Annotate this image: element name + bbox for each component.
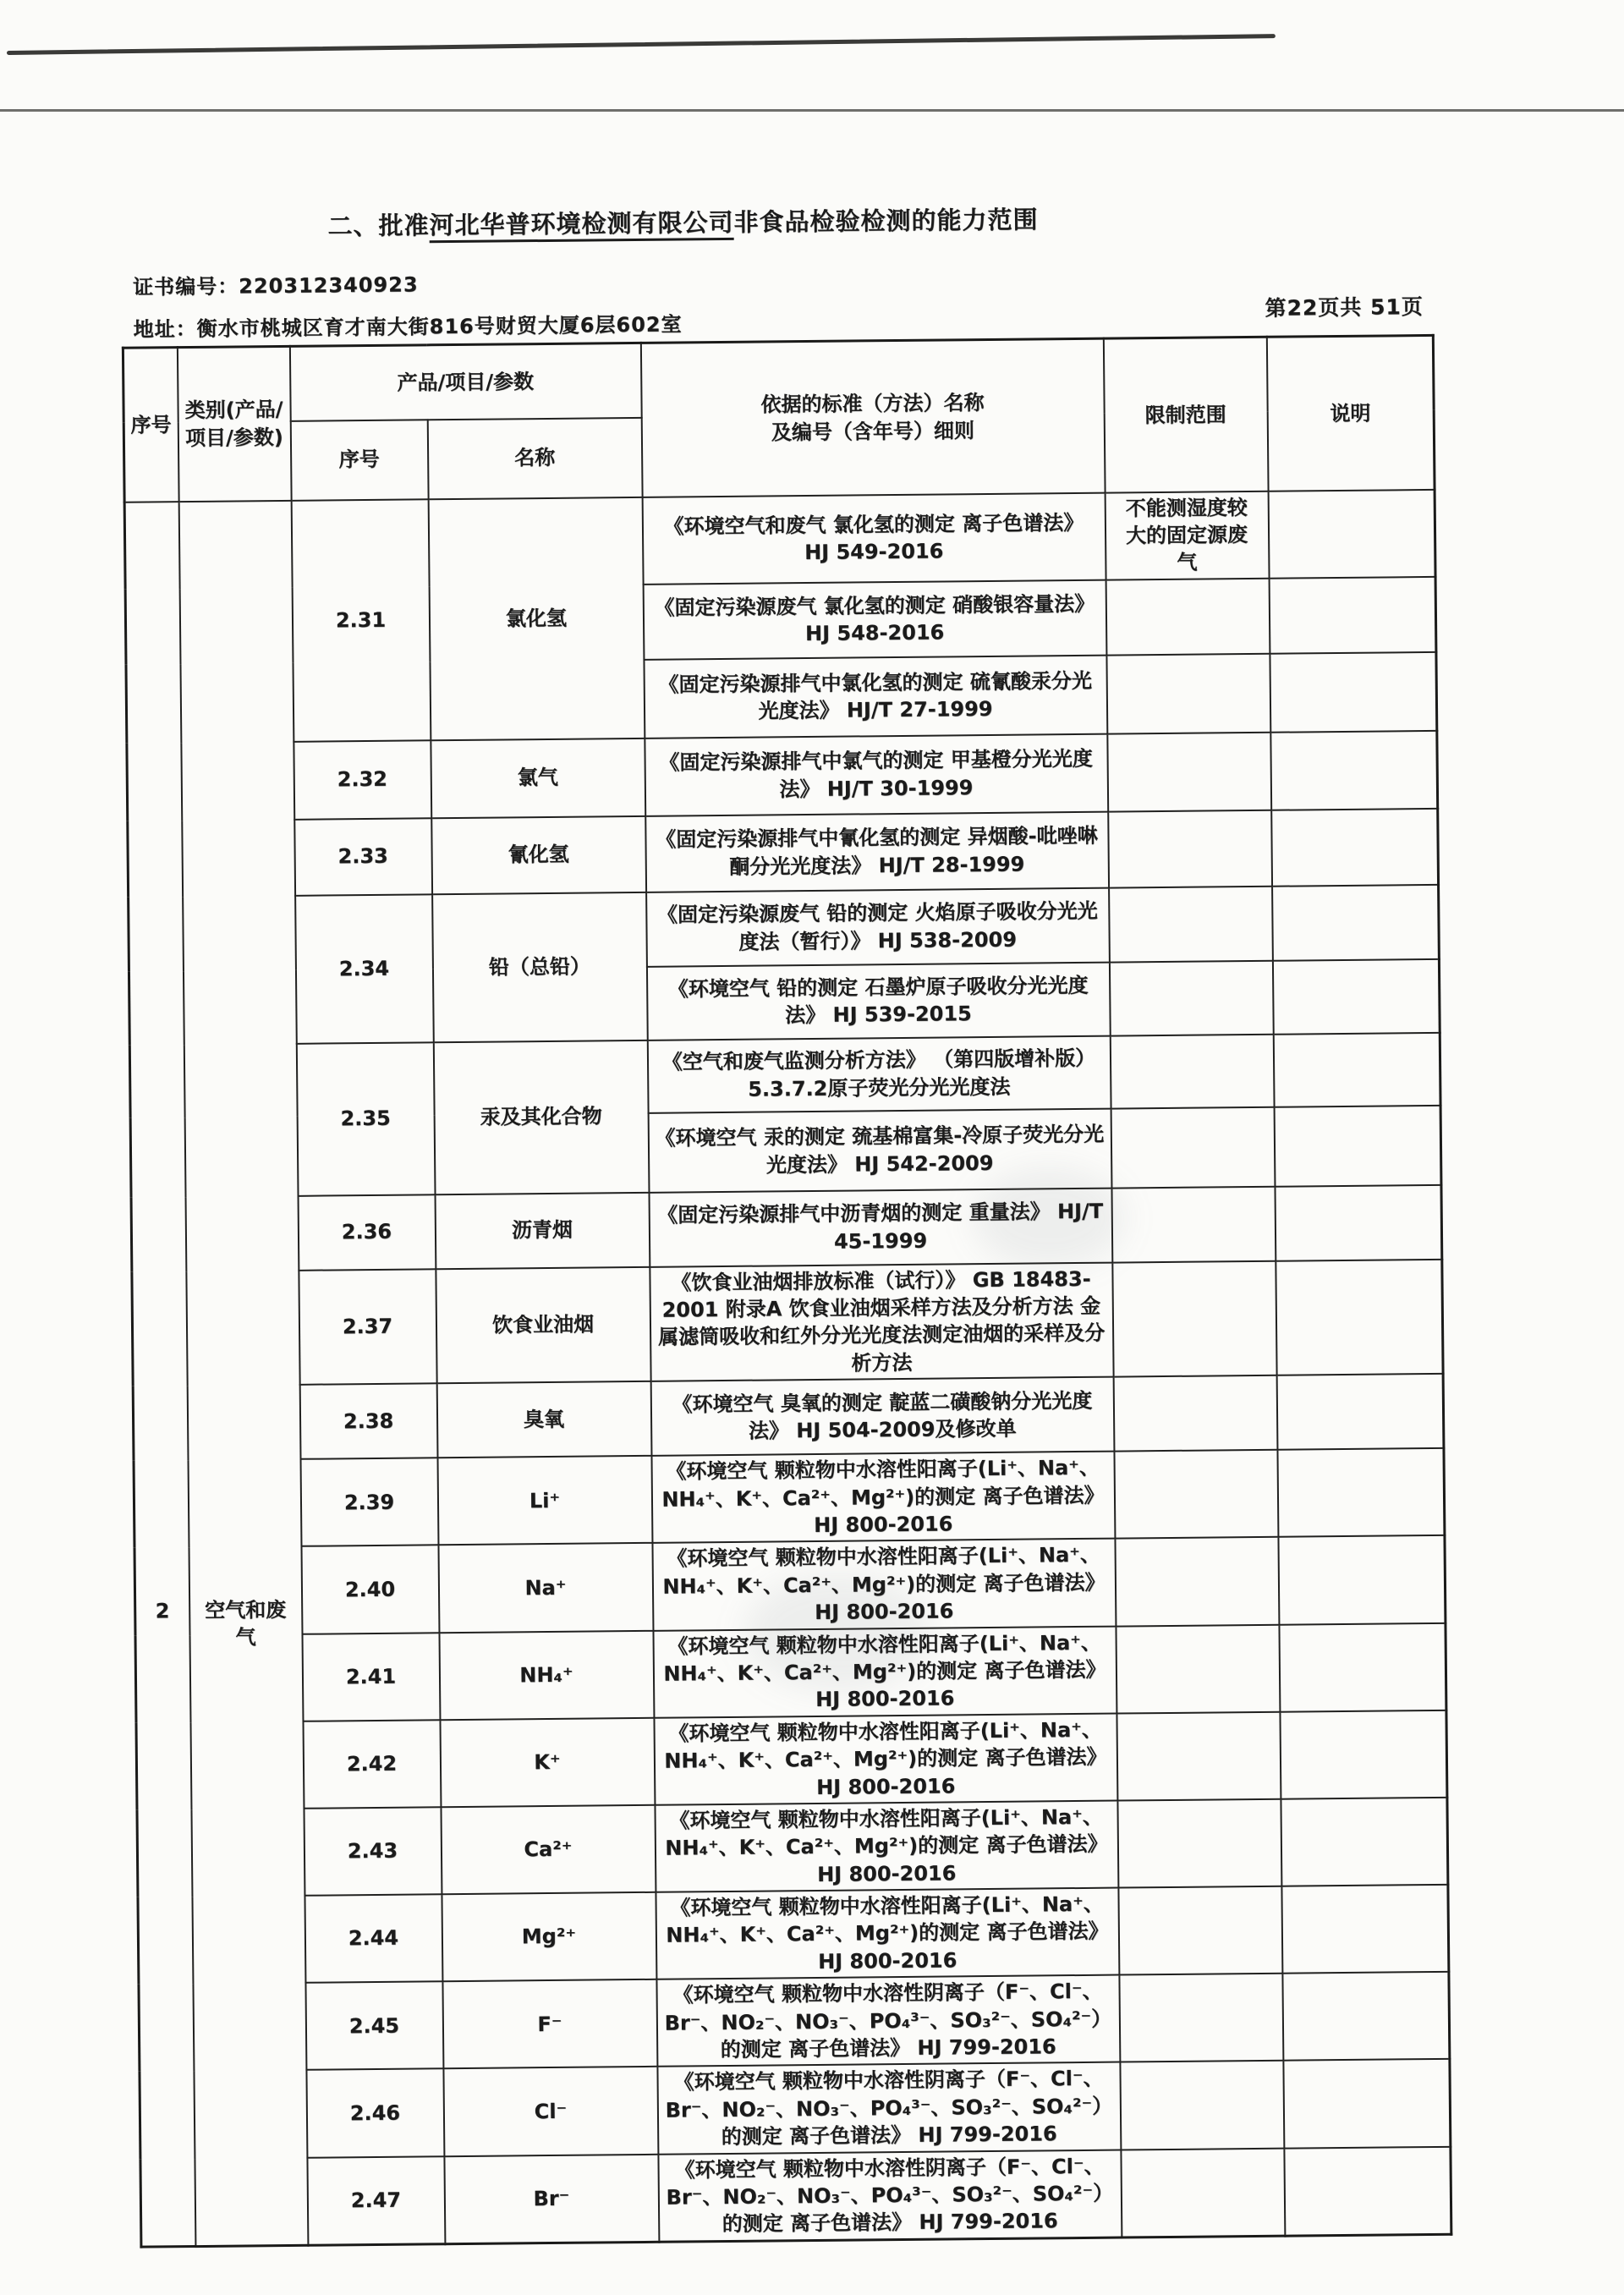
table-row xyxy=(137,1798,1448,1897)
standard-cell: 《环境空气 臭氧的测定 靛蓝二磺酸钠分光光度法》 HJ 504-2009及修改单 xyxy=(650,1377,1114,1456)
item-no-cell: 2.41 xyxy=(302,1633,440,1721)
item-name-cell: 氯气 xyxy=(431,738,645,818)
note-cell xyxy=(1281,1798,1448,1886)
note-cell xyxy=(1274,1106,1441,1187)
standard-cell: 《空气和废气监测分析方法》 （第四版增补版） 5.3.7.2原子荧光分光光度法 xyxy=(647,1035,1111,1112)
item-name-cell: 沥青烟 xyxy=(435,1193,650,1269)
note-cell xyxy=(1281,1885,1449,1974)
col-header-note: 说明 xyxy=(1266,335,1435,491)
item-name-cell: Br⁻ xyxy=(444,2154,659,2243)
limit-cell xyxy=(1119,1974,1283,2062)
standard-cell: 《环境空气 颗粒物中水溶性阴离子（F⁻、Cl⁻、Br⁻、NO₂⁻、NO₃⁻、PO₄³⁻、SO₃²⁻、SO₄²⁻）的测定 离子色谱法》 HJ 799-2016 xyxy=(658,2150,1122,2242)
capability-table xyxy=(122,334,1453,2248)
item-name-cell: NH₄⁺ xyxy=(439,1630,654,1720)
title-prefix: 二、批准 xyxy=(327,211,430,241)
table-row xyxy=(129,1033,1440,1118)
note-cell xyxy=(1271,809,1439,887)
item-name-cell: 氯化氢 xyxy=(428,497,645,740)
standard-cell: 《固定污染源排气中氯气的测定 甲基橙分光光度法》 HJ/T 30-1999 xyxy=(645,733,1108,815)
note-cell xyxy=(1276,1260,1443,1375)
limit-cell xyxy=(1109,960,1273,1035)
limit-cell xyxy=(1110,1034,1274,1108)
item-name-cell: Cl⁻ xyxy=(443,2067,658,2156)
table-row xyxy=(134,1448,1445,1548)
col-header-sub-name: 名称 xyxy=(427,417,642,498)
note-cell xyxy=(1272,959,1440,1035)
col-header-sub-seq: 序号 xyxy=(290,420,428,501)
note-cell xyxy=(1278,1535,1446,1624)
standard-cell: 《环境空气和废气 氯化氢的测定 离子色谱法》 HJ 549-2016 xyxy=(642,492,1106,584)
note-cell xyxy=(1277,1448,1445,1537)
item-name-cell: 臭氧 xyxy=(436,1381,651,1458)
item-name-cell: K⁺ xyxy=(440,1718,655,1808)
limit-cell xyxy=(1121,2148,1285,2237)
table-row xyxy=(133,1374,1444,1461)
item-name-cell: 饮食业油烟 xyxy=(436,1267,650,1384)
item-no-cell: 2.40 xyxy=(301,1546,439,1634)
item-no-cell: 2.37 xyxy=(299,1269,436,1385)
limit-cell xyxy=(1116,1711,1281,1800)
limit-cell xyxy=(1111,1186,1276,1262)
item-no-cell: 2.32 xyxy=(294,740,431,820)
note-cell xyxy=(1269,577,1436,654)
item-no-cell: 2.45 xyxy=(305,1982,443,2071)
note-cell xyxy=(1275,1185,1442,1261)
item-name-cell: 氰化氢 xyxy=(431,816,646,894)
item-name-cell: 汞及其化合物 xyxy=(433,1040,649,1194)
table-row xyxy=(129,885,1440,972)
table-row xyxy=(128,809,1439,898)
page-indicator: 第22页共 51页 xyxy=(1265,294,1424,321)
limit-cell xyxy=(1114,1450,1278,1539)
table-row xyxy=(139,1972,1450,2072)
limit-cell xyxy=(1106,578,1270,655)
table-row xyxy=(127,731,1438,821)
col-header-standard: 依据的标准（方法）名称 及编号（含年号）细则 xyxy=(640,338,1105,497)
standard-cell: 《环境空气 颗粒物中水溶性阳离子(Li⁺、Na⁺、NH₄⁺、K⁺、Ca²⁺、Mg²⁺)的测定 离子色谱法》 HJ 800-2016 xyxy=(655,1800,1118,1891)
table-row xyxy=(138,1885,1449,1985)
item-no-cell: 2.44 xyxy=(304,1894,442,1983)
standard-cell: 《环境空气 颗粒物中水溶性阳离子(Li⁺、Na⁺、NH₄⁺、K⁺、Ca²⁺、Mg²⁺)的测定 离子色谱法》 HJ 800-2016 xyxy=(652,1539,1116,1630)
address-line: 地址：衡水市桃城区育才南大街816号财贸大厦6层602室 xyxy=(133,312,683,342)
table-row xyxy=(131,1185,1442,1272)
standard-cell: 《环境空气 颗粒物中水溶性阳离子(Li⁺、Na⁺、NH₄⁺、K⁺、Ca²⁺、Mg²⁺)的测定 离子色谱法》 HJ 800-2016 xyxy=(651,1452,1115,1543)
note-cell xyxy=(1284,2146,1451,2236)
standard-cell: 《环境空气 颗粒物中水溶性阳离子(Li⁺、Na⁺、NH₄⁺、K⁺、Ca²⁺、Mg²⁺)的测定 离子色谱法》 HJ 800-2016 xyxy=(653,1626,1116,1717)
item-no-cell: 2.46 xyxy=(306,2069,444,2158)
item-name-cell: 铅（总铅） xyxy=(432,892,648,1042)
standard-cell: 《固定污染源排气中氰化氢的测定 异烟酸-吡唑啉酮分光光度法》 HJ/T 28-1999 xyxy=(645,811,1109,892)
table-row xyxy=(136,1710,1447,1810)
item-no-cell: 2.36 xyxy=(298,1194,436,1271)
note-cell xyxy=(1270,652,1437,733)
table-row xyxy=(124,489,1435,589)
col-header-seq: 序号 xyxy=(123,348,178,502)
note-cell xyxy=(1276,1374,1444,1450)
item-name-cell: Na⁺ xyxy=(438,1543,653,1633)
note-cell xyxy=(1272,885,1440,961)
note-cell xyxy=(1268,489,1435,578)
item-no-cell: 2.33 xyxy=(294,818,432,896)
cert-number-line: 证书编号：220312340923 xyxy=(133,272,419,299)
standard-cell: 《环境空气 颗粒物中水溶性阳离子(Li⁺、Na⁺、NH₄⁺、K⁺、Ca²⁺、Mg²⁺)的测定 离子色谱法》 HJ 800-2016 xyxy=(656,1888,1119,1979)
note-cell xyxy=(1270,731,1438,810)
limit-cell xyxy=(1115,1537,1279,1626)
standard-cell: 《环境空气 颗粒物中水溶性阳离子(Li⁺、Na⁺、NH₄⁺、K⁺、Ca²⁺、Mg²⁺)的测定 离子色谱法》 HJ 800-2016 xyxy=(654,1713,1117,1804)
table-row xyxy=(132,1260,1443,1386)
limit-cell xyxy=(1112,1260,1276,1376)
standard-cell: 《环境空气 颗粒物中水溶性阴离子（F⁻、Cl⁻、Br⁻、NO₂⁻、NO₃⁻、PO₄³⁻、SO₃²⁻、SO₄²⁻）的测定 离子色谱法》 HJ 799-2016 xyxy=(657,2062,1121,2154)
standard-cell: 《环境空气 铅的测定 石墨炉原子吸收分光光度法》 HJ 539-2015 xyxy=(646,962,1110,1040)
item-name-cell: Mg²⁺ xyxy=(442,1892,656,1982)
item-no-cell: 2.43 xyxy=(304,1807,442,1896)
title-suffix: 非食品检验检测的能力范围 xyxy=(733,205,1039,237)
page-title xyxy=(327,200,1038,242)
table-row xyxy=(134,1535,1446,1635)
standard-cell: 《固定污染源废气 铅的测定 火焰原子吸收分光光度法（暂行）》 HJ 538-2009 xyxy=(646,887,1110,966)
standard-cell: 《环境空气 颗粒物中水溶性阴离子（F⁻、Cl⁻、Br⁻、NO₂⁻、NO₃⁻、PO₄³⁻、SO₃²⁻、SO₄²⁻）的测定 离子色谱法》 HJ 799-2016 xyxy=(656,1975,1120,2067)
standard-cell: 《固定污染源排气中氯化氢的测定 硫氰酸汞分光光度法》 HJ/T 27-1999 xyxy=(644,655,1107,738)
limit-cell xyxy=(1118,1886,1282,1975)
note-cell xyxy=(1273,1033,1440,1107)
main-seq-value: 2 xyxy=(155,1598,170,1622)
table-row xyxy=(140,2146,1451,2247)
limit-cell xyxy=(1108,810,1272,887)
col-header-product: 产品/项目/参数 xyxy=(289,343,641,420)
note-cell xyxy=(1282,1972,1450,2061)
item-no-cell: 2.31 xyxy=(291,499,431,742)
note-cell xyxy=(1280,1710,1447,1799)
limit-cell xyxy=(1116,1624,1280,1713)
note-cell xyxy=(1279,1622,1446,1711)
limit-cell xyxy=(1113,1375,1277,1452)
limit-cell xyxy=(1107,732,1271,811)
table-row xyxy=(140,2059,1451,2159)
standard-cell: 《饮食业油烟排放标准（试行）》 GB 18483-2001 附录A 饮食业油烟采样方法及分析方法 金属滤筒吸收和红外分光光度法测定油烟的采样及分析方法 xyxy=(650,1262,1113,1381)
col-header-limit: 限制范围 xyxy=(1103,337,1268,492)
category-value: 空气和废气 xyxy=(205,1597,287,1650)
item-no-cell: 2.47 xyxy=(307,2156,445,2245)
limit-cell xyxy=(1106,653,1270,733)
item-name-cell: F⁻ xyxy=(442,1979,657,2069)
category-cell xyxy=(178,500,308,2246)
limit-cell xyxy=(1109,886,1273,962)
limit-cell xyxy=(1117,1799,1281,1888)
item-no-cell: 2.39 xyxy=(300,1458,438,1547)
limit-cell: 不能测湿度较大的固定源废气 xyxy=(1105,491,1269,579)
limit-cell xyxy=(1120,2061,1284,2150)
item-name-cell: Li⁺ xyxy=(437,1456,652,1546)
item-no-cell: 2.38 xyxy=(299,1384,437,1460)
col-header-category: 类别(产品/项目/参数) xyxy=(177,346,291,501)
standard-cell: 《环境空气 汞的测定 巯基棉富集-冷原子荧光分光光度法》 HJ 542-2009 xyxy=(648,1108,1111,1192)
limit-cell xyxy=(1111,1106,1275,1188)
item-no-cell: 2.34 xyxy=(295,894,434,1044)
standard-cell: 《固定污染源废气 氯化氢的测定 硝酸银容量法》 HJ 548-2016 xyxy=(643,579,1106,659)
standard-cell: 《固定污染源排气中沥青烟的测定 重量法》 HJ/T 45-1999 xyxy=(649,1188,1112,1266)
item-no-cell: 2.35 xyxy=(296,1042,435,1196)
title-company-underlined: 河北华普环境检测有限公司 xyxy=(429,208,733,243)
item-name-cell: Ca²⁺ xyxy=(441,1805,656,1895)
table-row xyxy=(135,1622,1446,1722)
note-cell xyxy=(1283,2059,1451,2148)
item-no-cell: 2.42 xyxy=(303,1720,441,1809)
header-row-1 xyxy=(123,335,1434,422)
